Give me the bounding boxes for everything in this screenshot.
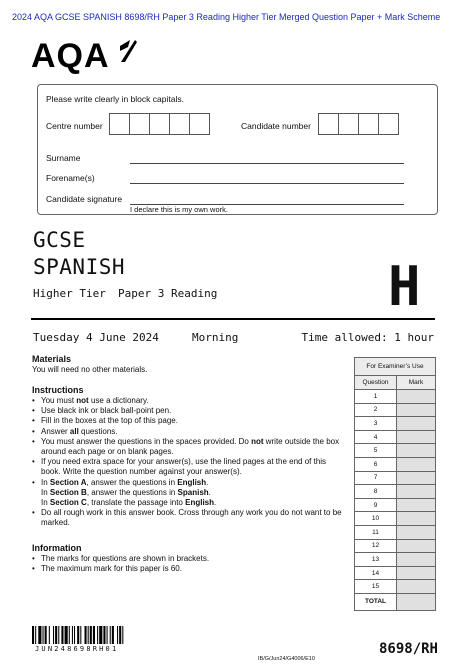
reference-code: IB/G/Jun24/G4006/E10 xyxy=(258,656,315,662)
information-heading: Information xyxy=(32,543,82,553)
forenames-line[interactable] xyxy=(130,183,404,184)
examiner-table-row xyxy=(355,525,436,539)
question-number-cell: 13 xyxy=(355,553,397,567)
instruction-item: • If you need extra space for your answer(s), use the lined pages at the end of this book. Write the question number against your answer(s). xyxy=(32,457,342,477)
question-number-cell: 1 xyxy=(355,390,397,404)
examiner-table-row xyxy=(355,498,436,512)
question-number-cell: 15 xyxy=(355,580,397,594)
question-number-cell: 6 xyxy=(355,457,397,471)
mark-cell xyxy=(397,417,436,431)
question-column-header: Question xyxy=(355,376,397,390)
candidate-number-box[interactable] xyxy=(378,113,399,135)
examiner-table-row xyxy=(355,403,436,417)
question-number-cell: 14 xyxy=(355,566,397,580)
block-capitals-instruction: Please write clearly in block capitals. xyxy=(46,94,184,104)
question-number-cell: 7 xyxy=(355,471,397,485)
instructions-heading: Instructions xyxy=(32,385,84,395)
aqa-logo xyxy=(31,36,141,76)
instruction-item: In Section C, translate the passage into English. xyxy=(41,498,217,508)
mark-cell xyxy=(397,580,436,594)
centre-number-box[interactable] xyxy=(189,113,210,135)
mark-cell xyxy=(397,430,436,444)
examiner-table-title: For Examiner’s Use xyxy=(355,358,436,376)
question-number-cell: 10 xyxy=(355,512,397,526)
question-number-cell: 2 xyxy=(355,403,397,417)
candidate-number-label: Candidate number xyxy=(241,121,311,131)
mark-cell xyxy=(397,485,436,499)
signature-label: Candidate signature xyxy=(46,194,123,204)
centre-number-boxes[interactable] xyxy=(109,113,209,135)
instruction-item: • You must answer the questions in the spaces provided. Do not write outside the box around each page or on blank pages. xyxy=(32,437,342,457)
examiner-use-table xyxy=(354,357,436,611)
question-number-cell: 9 xyxy=(355,498,397,512)
candidate-details-box xyxy=(37,84,438,215)
total-label: TOTAL xyxy=(355,593,397,610)
paper-label: Paper 3 Reading xyxy=(118,287,218,300)
question-number-cell: 8 xyxy=(355,485,397,499)
subject-title: SPANISH xyxy=(33,255,126,279)
information-item: • The maximum mark for this paper is 60. xyxy=(32,564,342,574)
examiner-table-row xyxy=(355,444,436,458)
mark-column-header: Mark xyxy=(397,376,436,390)
centre-number-box[interactable] xyxy=(149,113,170,135)
question-number-cell: 12 xyxy=(355,539,397,553)
examiner-table-row xyxy=(355,457,436,471)
centre-number-label: Centre number xyxy=(46,121,103,131)
question-number-cell: 3 xyxy=(355,417,397,431)
centre-number-box[interactable] xyxy=(109,113,130,135)
total-mark-cell xyxy=(397,593,436,610)
surname-label: Surname xyxy=(46,153,81,163)
mark-cell xyxy=(397,498,436,512)
mark-cell xyxy=(397,566,436,580)
candidate-number-box[interactable] xyxy=(338,113,359,135)
barcode-text: JUN248698RH01 xyxy=(35,645,119,653)
materials-text: You will need no other materials. xyxy=(32,365,148,374)
mark-cell xyxy=(397,457,436,471)
examiner-table-row xyxy=(355,512,436,526)
exam-date: Tuesday 4 June 2024 xyxy=(33,331,159,344)
examiner-table-row xyxy=(355,566,436,580)
instruction-item: • You must not use a dictionary. xyxy=(32,396,342,406)
examiner-table-row xyxy=(355,471,436,485)
candidate-number-box[interactable] xyxy=(318,113,339,135)
question-number-cell: 4 xyxy=(355,430,397,444)
examiner-table-row xyxy=(355,485,436,499)
document-title-strip: 2024 AQA GCSE SPANISH 8698/RH Paper 3 Reading Higher Tier Merged Question Paper + Mark Scheme xyxy=(12,12,441,22)
tier-label: Higher Tier xyxy=(33,287,106,300)
instruction-item: In Section B, answer the questions in Spanish. xyxy=(41,487,211,497)
mark-cell xyxy=(397,512,436,526)
examiner-table-row xyxy=(355,580,436,594)
title-divider xyxy=(31,318,435,320)
instruction-item: • Use black ink or black ball-point pen. xyxy=(32,406,342,416)
tier-letter: H xyxy=(388,255,421,318)
candidate-number-box[interactable] xyxy=(358,113,379,135)
mark-cell xyxy=(397,553,436,567)
materials-heading: Materials xyxy=(32,354,72,364)
instruction-item: • In Section A, answer the questions in English. xyxy=(32,478,342,488)
mark-cell xyxy=(397,390,436,404)
centre-number-box[interactable] xyxy=(169,113,190,135)
mark-cell xyxy=(397,403,436,417)
mark-cell xyxy=(397,471,436,485)
question-number-cell: 5 xyxy=(355,444,397,458)
barcode-image xyxy=(32,626,182,644)
time-allowed: Time allowed: 1 hour xyxy=(301,331,434,344)
question-number-cell: 11 xyxy=(355,525,397,539)
logo-mark-icon xyxy=(117,38,139,64)
surname-line[interactable] xyxy=(130,163,404,164)
examiner-table-row xyxy=(355,553,436,567)
instruction-item: • Answer all questions. xyxy=(32,427,342,437)
qualification-title: GCSE xyxy=(33,228,86,252)
examiner-table-row xyxy=(355,390,436,404)
instruction-item: • Do all rough work in this answer book. Cross through any work you do not want to be marked. xyxy=(32,508,342,528)
candidate-number-boxes[interactable] xyxy=(318,113,398,135)
instructions-list xyxy=(32,396,342,529)
declaration-text: I declare this is my own work. xyxy=(130,205,228,214)
examiner-table-row xyxy=(355,539,436,553)
centre-number-box[interactable] xyxy=(129,113,150,135)
examiner-table-row xyxy=(355,430,436,444)
information-list xyxy=(32,554,342,574)
forenames-label: Forename(s) xyxy=(46,173,95,183)
logo-text: AQA xyxy=(31,37,110,75)
paper-code: 8698/RH xyxy=(378,641,438,657)
mark-cell xyxy=(397,525,436,539)
mark-cell xyxy=(397,539,436,553)
exam-session: Morning xyxy=(192,331,239,344)
information-item: • The marks for questions are shown in brackets. xyxy=(32,554,342,564)
mark-cell xyxy=(397,444,436,458)
examiner-table-row xyxy=(355,417,436,431)
instruction-item: • Fill in the boxes at the top of this page. xyxy=(32,416,342,426)
